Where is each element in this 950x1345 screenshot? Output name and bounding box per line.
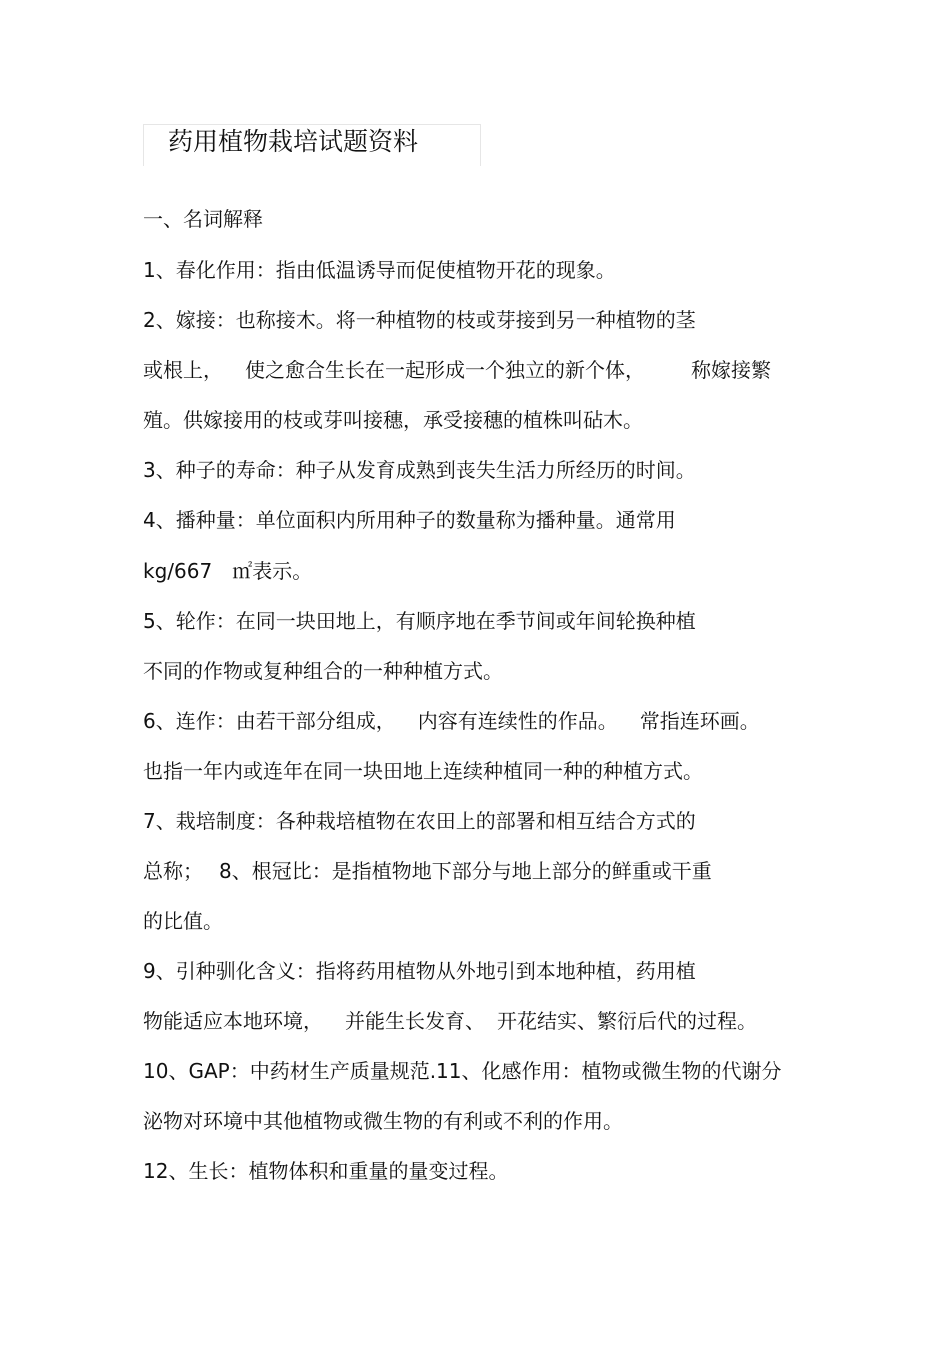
- text-segment: 内容有连续性的作品。: [417, 709, 618, 733]
- definition-line: 的比值。: [143, 909, 223, 933]
- section-heading: 一、名词解释: [143, 207, 263, 231]
- definition-line: 7、栽培制度：各种栽培植物在农田上的部署和相互结合方式的: [143, 809, 696, 833]
- definition-line: 4、播种量：单位面积内所用种子的数量称为播种量。通常用: [143, 508, 676, 532]
- definition-line: 5、轮作：在同一块田地上，有顺序地在季节间或年间轮换种植: [143, 609, 696, 633]
- text-segment: 使之愈合生长在一起形成一个独立的新个体，: [245, 358, 645, 382]
- text-segment: 6、连作：由若干部分组成，: [143, 709, 396, 733]
- definition-line: 12、生长：植物体积和重量的量变过程。: [143, 1159, 509, 1183]
- text-segment: 并能生长发育、: [345, 1009, 485, 1033]
- definition-line: [143, 557, 312, 585]
- definition-line: 殖。供嫁接用的枝或芽叫接穗，承受接穗的植株叫砧木。: [143, 408, 643, 432]
- definition-line: 1、春化作用：指由低温诱导而促使植物开花的现象。: [143, 258, 616, 282]
- definition-line: [143, 707, 760, 735]
- text-segment: 总称；: [143, 859, 203, 883]
- definition-line: 10、GAP：中药材生产质量规范.11、化感作用：植物或微生物的代谢分: [143, 1059, 782, 1083]
- text-segment: 表示。: [252, 559, 313, 583]
- unit-square-meter: ㎡: [232, 559, 253, 583]
- definition-line: 2、嫁接：也称接木。将一种植物的枝或芽接到另一种植物的茎: [143, 308, 696, 332]
- document-title: 药用植物栽培试题资料: [168, 127, 419, 156]
- text-segment: kg/667: [143, 559, 213, 583]
- definition-line: [143, 356, 771, 384]
- text-segment: 物能适应本地环境，: [143, 1009, 323, 1033]
- definition-line: 也指一年内或连年在同一块田地上连续种植同一种的种植方式。: [143, 759, 703, 783]
- definition-line: [143, 857, 712, 885]
- definition-line: 3、种子的寿命：种子从发育成熟到丧失生活力所经历的时间。: [143, 458, 696, 482]
- definition-line: 不同的作物或复种组合的一种种植方式。: [143, 659, 503, 683]
- text-segment: 开花结实、繁衍后代的过程。: [497, 1009, 757, 1033]
- definition-line: 9、引种驯化含义：指将药用植物从外地引到本地种植，药用植: [143, 959, 696, 983]
- text-segment: 8、根冠比：是指植物地下部分与地上部分的鲜重或干重: [219, 859, 712, 883]
- text-segment: 常指连环画。: [639, 709, 760, 733]
- text-segment: 或根上，: [143, 358, 223, 382]
- definition-line: [143, 1007, 757, 1035]
- definition-line: 泌物对环境中其他植物或微生物的有利或不利的作用。: [143, 1109, 623, 1133]
- text-segment: 称嫁接繁: [691, 358, 771, 382]
